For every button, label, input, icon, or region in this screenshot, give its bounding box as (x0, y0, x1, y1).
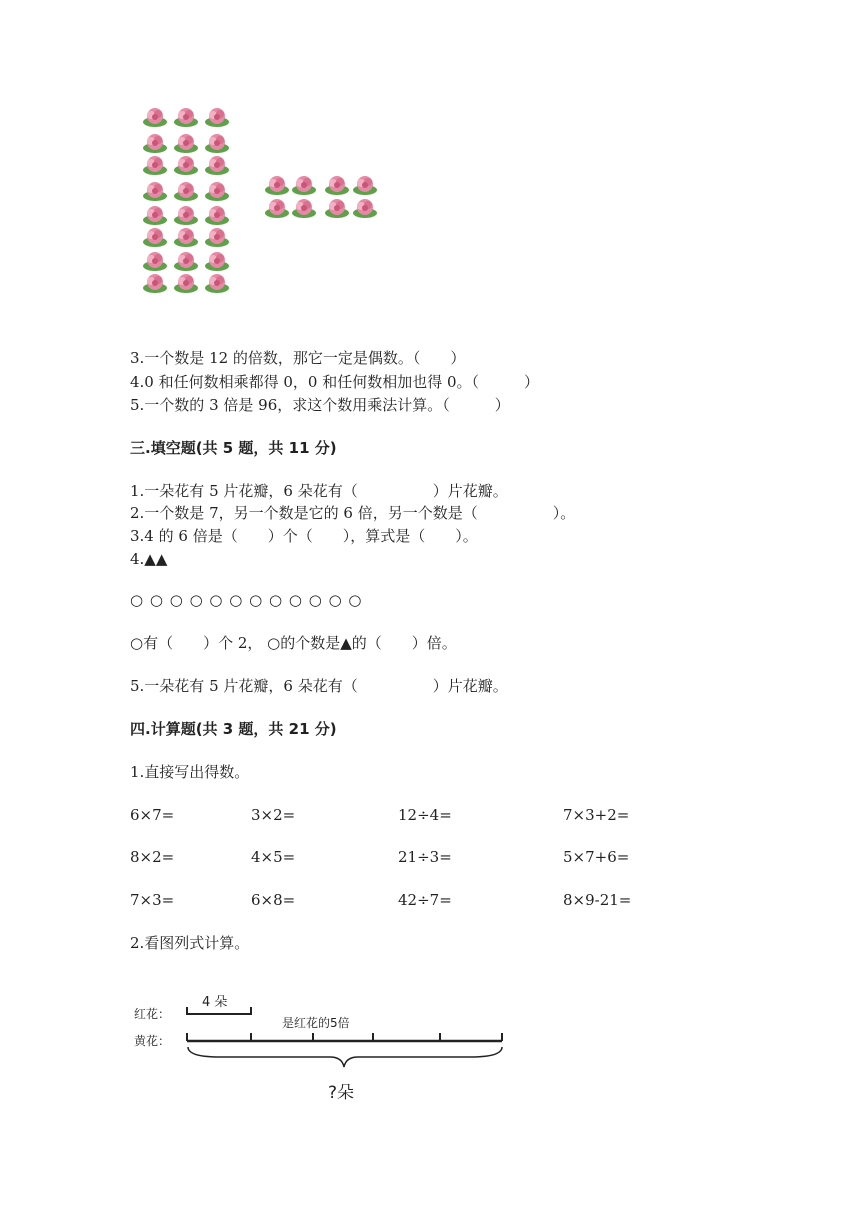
fill-q4-question: ○有（ ）个 2， ○的个数是▲的（ ）倍。 (130, 634, 457, 652)
flower-picture (138, 104, 398, 299)
judgement-q4: 4.0 和任何数相乘都得 0，0 和任何数相加也得 0。（ ） (130, 373, 540, 391)
flower-icon (143, 182, 167, 201)
calc-cell: 8×2= (130, 848, 175, 866)
flower-icon (174, 182, 198, 201)
flower-icon (174, 228, 198, 247)
calc-q2-title: 2.看图列式计算。 (130, 934, 250, 952)
flower-icon (353, 176, 377, 195)
fill-q2: 2.一个数是 7，另一个数是它的 6 倍，另一个数是（ ）。 (130, 504, 576, 522)
red-flower-label: 红花： (134, 1007, 171, 1021)
calc-cell: 6×7= (130, 806, 175, 824)
flower-icon (174, 274, 198, 293)
fill-q1: 1.一朵花有 5 片花瓣，6 朵花有（ ）片花瓣。 (130, 482, 508, 500)
yellow-flower-label: 黄花： (134, 1034, 171, 1048)
flower-icon (292, 199, 316, 218)
flower-icon (325, 176, 349, 195)
flower-icon (174, 252, 198, 271)
fill-q4-triangles: 4.▲▲ (130, 550, 168, 568)
flower-icon (174, 206, 198, 225)
fill-q3: 3.4 的 6 倍是（ ）个（ ），算式是（ ）。 (130, 527, 478, 545)
calc-cell: 42÷7= (398, 891, 452, 909)
flower-icon (143, 156, 167, 175)
calc-cell: 21÷3= (398, 848, 452, 866)
flower-icon (205, 206, 229, 225)
calc-cell: 4×5= (251, 848, 296, 866)
flower-icon (174, 156, 198, 175)
calc-cell: 7×3= (130, 891, 175, 909)
calc-cell: 12÷4= (398, 806, 452, 824)
calc-q1-title: 1.直接写出得数。 (130, 763, 250, 781)
calc-cell: 7×3+2= (563, 806, 630, 824)
fill-q4-circles: ○ ○ ○ ○ ○ ○ ○ ○ ○ ○ ○ ○ (130, 591, 363, 609)
calc-cell: 6×8= (251, 891, 296, 909)
flower-icon (205, 252, 229, 271)
flower-icon (143, 108, 167, 127)
section-calc-heading: 四.计算题(共 3 题，共 21 分) (130, 720, 337, 738)
question-label: ?朵 (328, 1083, 355, 1103)
flower-icon (143, 134, 167, 153)
flower-icon (205, 274, 229, 293)
calc-cell: 8×9-21= (563, 891, 632, 909)
flower-icon (325, 199, 349, 218)
red-count-label: 4 朵 (202, 995, 228, 1010)
judgement-q3: 3.一个数是 12 的倍数，那它一定是偶数。（ ） (130, 349, 466, 367)
flower-icon (143, 228, 167, 247)
flower-group-left (138, 104, 238, 299)
judgement-q5: 5.一个数的 3 倍是 96，求这个数用乘法计算。（ ） (130, 396, 510, 414)
flower-icon (143, 206, 167, 225)
fill-q5: 5.一朵花有 5 片花瓣，6 朵花有（ ）片花瓣。 (130, 677, 508, 695)
segment-diagram (130, 985, 530, 1105)
flower-icon (174, 108, 198, 127)
flower-icon (265, 176, 289, 195)
flower-icon (174, 134, 198, 153)
flower-icon (205, 156, 229, 175)
flower-icon (292, 176, 316, 195)
flower-group-right (264, 174, 394, 224)
calc-cell: 3×2= (251, 806, 296, 824)
flower-icon (205, 182, 229, 201)
relation-label: 是红花的5倍 (282, 1016, 350, 1030)
flower-icon (143, 274, 167, 293)
flower-icon (353, 199, 377, 218)
flower-icon (265, 199, 289, 218)
flower-icon (205, 108, 229, 127)
flower-icon (205, 134, 229, 153)
calc-cell: 5×7+6= (563, 848, 630, 866)
section-fill-heading: 三.填空题(共 5 题，共 11 分) (130, 439, 337, 457)
flower-icon (143, 252, 167, 271)
flower-icon (205, 228, 229, 247)
